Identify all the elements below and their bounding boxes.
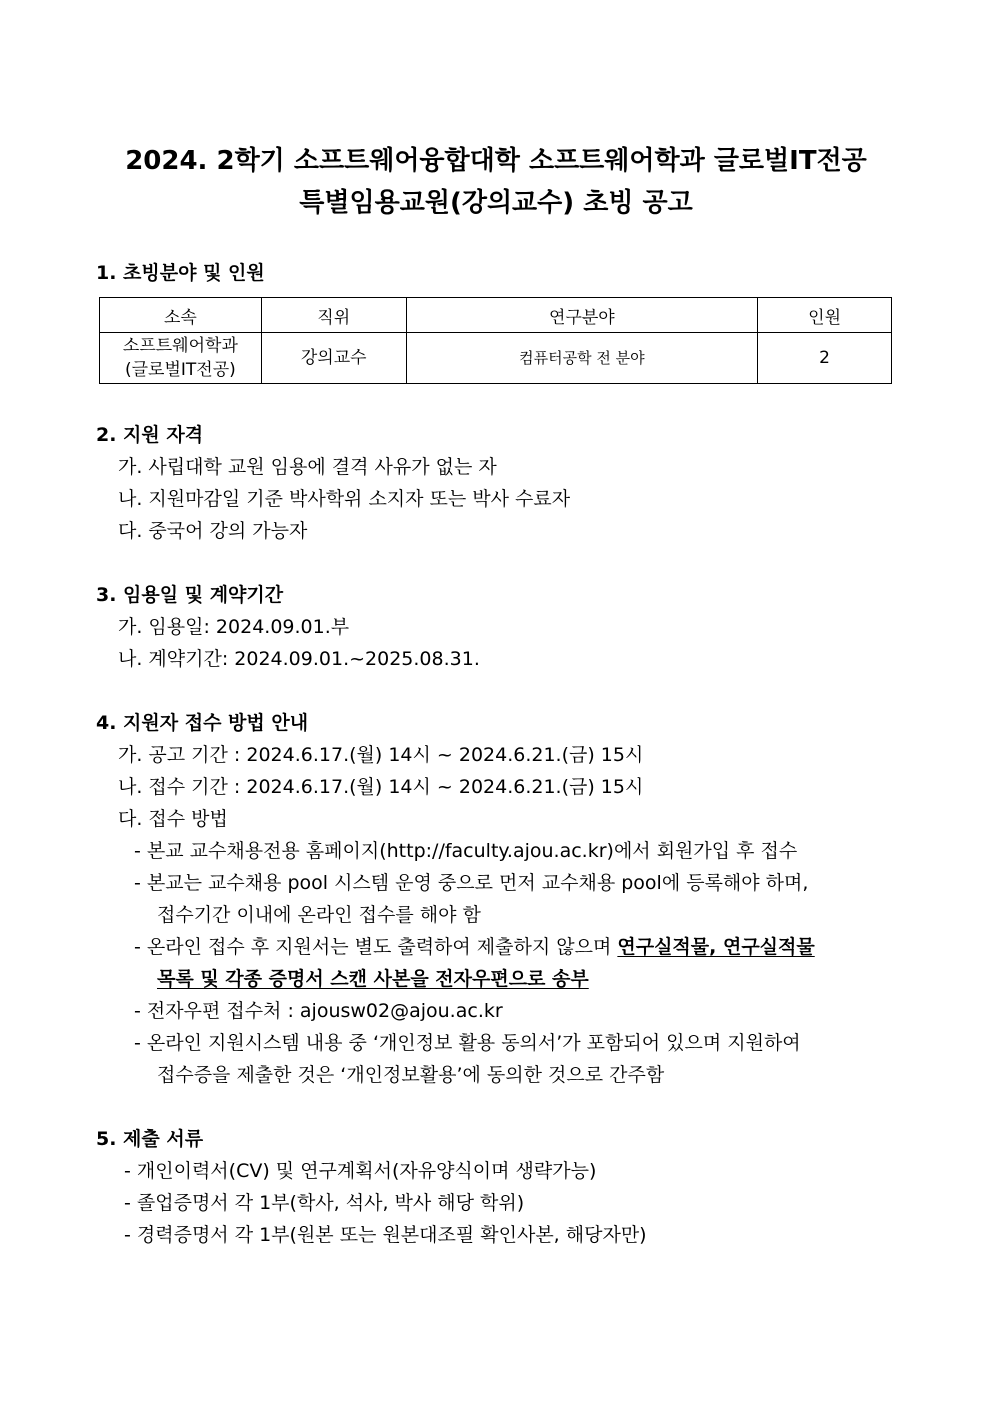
cell-position: 강의교수 bbox=[261, 333, 406, 384]
cell-affiliation bbox=[100, 333, 262, 384]
method-bullet-2-line-2: 접수기간 이내에 온라인 접수를 해야 함 bbox=[157, 904, 481, 926]
header-affiliation: 소속 bbox=[100, 298, 262, 333]
method-bullet-4: - 전자우편 접수처 : ajousw02@ajou.ac.kr bbox=[134, 1000, 503, 1022]
document-item: - 경력증명서 각 1부(원본 또는 원본대조필 확인사본, 해당자만) bbox=[124, 1224, 647, 1246]
appointment-date: 가. 임용일: 2024.09.01.부 bbox=[118, 616, 350, 638]
title-line-1: 2024. 2학기 소프트웨어융합대학 소프트웨어학과 글로벌IT전공 bbox=[125, 146, 867, 176]
affiliation-line-2: (글로벌IT전공) bbox=[125, 360, 236, 380]
qualification-item: 다. 중국어 강의 가능자 bbox=[118, 520, 308, 542]
cell-headcount: 2 bbox=[758, 333, 892, 384]
table-row bbox=[100, 333, 892, 384]
table-header-row bbox=[100, 298, 892, 333]
recruitment-table bbox=[99, 297, 892, 384]
section-4-heading: 4. 지원자 접수 방법 안내 bbox=[96, 712, 309, 734]
announcement-period: 가. 공고 기간 : 2024.6.17.(월) 14시 ~ 2024.6.21.(금) 15시 bbox=[118, 744, 644, 766]
header-research-field: 연구분야 bbox=[406, 298, 758, 333]
contract-period: 나. 계약기간: 2024.09.01.~2025.08.31. bbox=[118, 648, 480, 670]
section-2-heading: 2. 지원 자격 bbox=[96, 424, 204, 446]
application-period: 나. 접수 기간 : 2024.6.17.(월) 14시 ~ 2024.6.21.(금) 15시 bbox=[118, 776, 644, 798]
section-3-heading: 3. 임용일 및 계약기간 bbox=[96, 584, 284, 606]
method-bullet-2-line-1: - 본교는 교수채용 pool 시스템 운영 중으로 먼저 교수채용 pool에 등록해야 하며, bbox=[134, 872, 809, 894]
application-method: 다. 접수 방법 bbox=[118, 808, 228, 830]
bullet-3-plain-text: - 온라인 접수 후 지원서는 별도 출력하여 제출하지 않으며 bbox=[134, 936, 618, 958]
title-line-2: 특별임용교원(강의교수) 초빙 공고 bbox=[299, 188, 693, 218]
header-headcount: 인원 bbox=[758, 298, 892, 333]
method-bullet-1: - 본교 교수채용전용 홈페이지(http://faculty.ajou.ac.kr)에서 회원가입 후 접수 bbox=[134, 840, 798, 862]
qualification-item: 나. 지원마감일 기준 박사학위 소지자 또는 박사 수료자 bbox=[118, 488, 571, 510]
affiliation-line-1: 소프트웨어학과 bbox=[122, 336, 238, 356]
qualification-item: 가. 사립대학 교원 임용에 결격 사유가 없는 자 bbox=[118, 456, 497, 478]
method-bullet-3-line-2 bbox=[157, 964, 589, 991]
bullet-3-emphasis: 연구실적물, 연구실적물 bbox=[617, 936, 815, 958]
method-bullet-5-line-2: 접수증을 제출한 것은 ‘개인정보활용’에 동의한 것으로 간주함 bbox=[157, 1064, 665, 1086]
document-item: - 개인이력서(CV) 및 연구계획서(자유양식이며 생략가능) bbox=[124, 1160, 597, 1182]
bullet-3-emphasis-cont: 목록 및 각종 증명서 스캔 사본을 전자우편으로 송부 bbox=[157, 968, 589, 990]
method-bullet-5-line-1: - 온라인 지원시스템 내용 중 ‘개인정보 활용 동의서’가 포함되어 있으며 지원하여 bbox=[134, 1032, 801, 1054]
section-1-heading: 1. 초빙분야 및 인원 bbox=[96, 262, 265, 284]
header-position: 직위 bbox=[261, 298, 406, 333]
document-item: - 졸업증명서 각 1부(학사, 석사, 박사 해당 학위) bbox=[124, 1192, 525, 1214]
cell-research-field: 컴퓨터공학 전 분야 bbox=[406, 333, 758, 384]
method-bullet-3-line-1 bbox=[134, 932, 815, 959]
section-5-heading: 5. 제출 서류 bbox=[96, 1128, 204, 1150]
